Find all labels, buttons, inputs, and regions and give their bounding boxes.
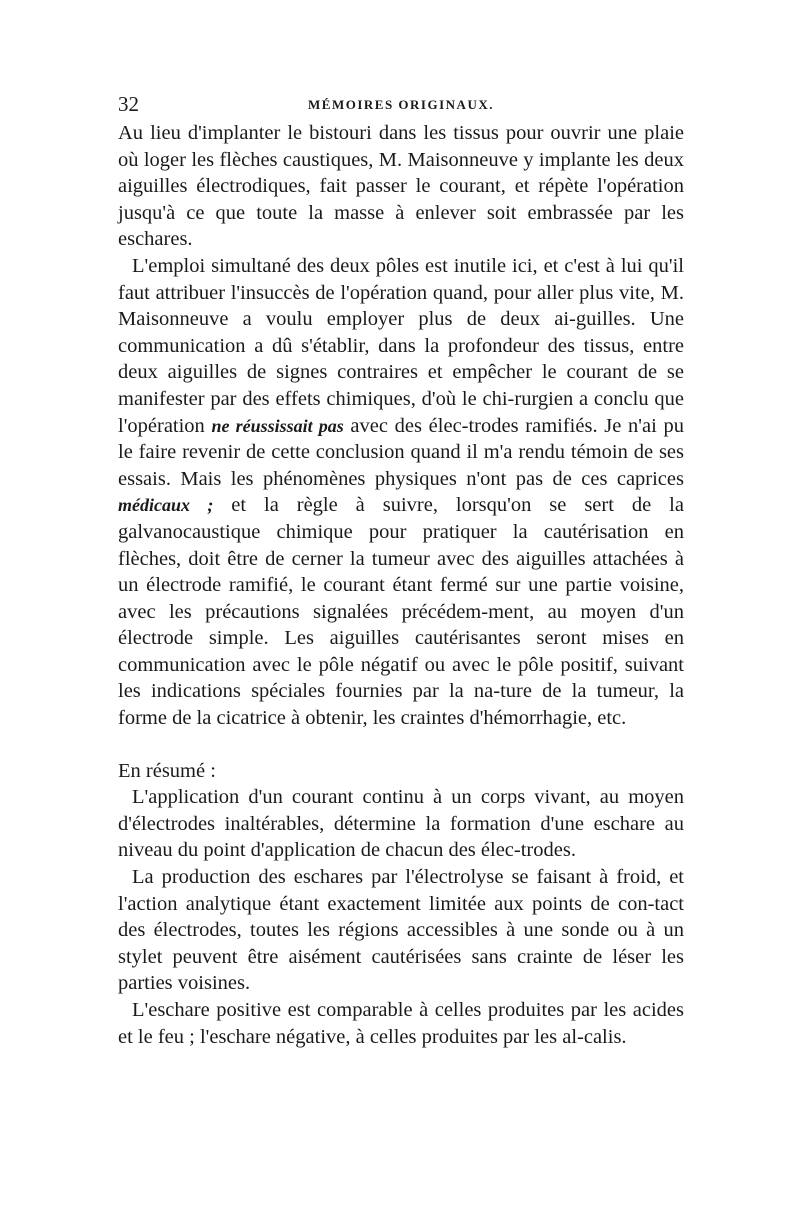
body-text: [118, 120, 684, 1050]
paragraph-2-part-c: et la règle à suivre, lorsqu'on se sert de la galvanocaustique chimique pour pratiquer la cautérisation en flèches, doit être de cerner la tumeur avec des aiguilles attachées à un électrode ramifié, le courant étant fermé sur une partie voisine, avec les précautions signalées précédem-ment, au moyen d'un électrode simple. Les aiguilles cautérisantes seront mises en communication avec le pôle négatif ou avec le pôle positif, suivant les indications spéciales fournies par la na-ture de la tumeur, la forme de la cicatrice à obtenir, les craintes d'hémorrhagie, etc.: [118, 494, 684, 730]
summary-paragraph-1: L'application d'un courant continu à un corps vivant, au moyen d'électrodes inaltérables, détermine la formation d'une eschare au niveau du point d'application de chacun des élec-trodes.: [118, 786, 684, 862]
section-gap: [118, 732, 684, 758]
page-number: 32: [118, 92, 139, 116]
summary-paragraph-2: La production des eschares par l'électrolyse se faisant à froid, et l'action analytique étant exactement limitée aux points de con-tact des électrodes, toutes les régions accessibles à une sonde ou à un stylet peuvent être aisément cautérisées sans crainte de léser les parties voisines.: [118, 866, 684, 995]
paragraph-2: [118, 253, 684, 732]
summary-paragraph-3: L'eschare positive est comparable à celles produites par les acides et le feu ; l'eschare négative, à celles produites par les al-calis.: [118, 999, 684, 1048]
book-page: [118, 92, 684, 1050]
running-title: MÉMOIRES ORIGINAUX.: [308, 97, 494, 112]
italic-phrase-2: médicaux ;: [118, 495, 214, 516]
summary-heading: En résumé :: [118, 759, 216, 782]
running-head: [118, 92, 684, 120]
paragraph-2-part-b: avec des élec-trodes ramifiés. Je n'ai pu le faire revenir de cette conclusion quand il m'a rendu témoin de ses essais. Mais les phénomènes physiques n'ont pas de ces caprices: [118, 414, 684, 490]
italic-phrase-1: ne réussissait pas: [211, 415, 344, 436]
paragraph-1: Au lieu d'implanter le bistouri dans les tissus pour ouvrir une plaie où loger les flèches caustiques, M. Maisonneuve y implante les deux aiguilles électrodiques, fait passer le courant, et répète l'opération jusqu'à ce que toute la masse à enlever soit embrassée par les eschares.: [118, 122, 684, 251]
paragraph-2-part-a: L'emploi simultané des deux pôles est inutile ici, et c'est à lui qu'il faut attribuer l'insuccès de l'opération quand, pour aller plus vite, M. Maisonneuve a voulu employer plus de deux ai-guilles. Une communication a dû s'établir, dans la profondeur des tissus, entre deux aiguilles de signes contraires et empêcher le courant de se manifester par des effets chimiques, d'où le chi-rurgien a conclu que l'opération: [118, 254, 684, 437]
